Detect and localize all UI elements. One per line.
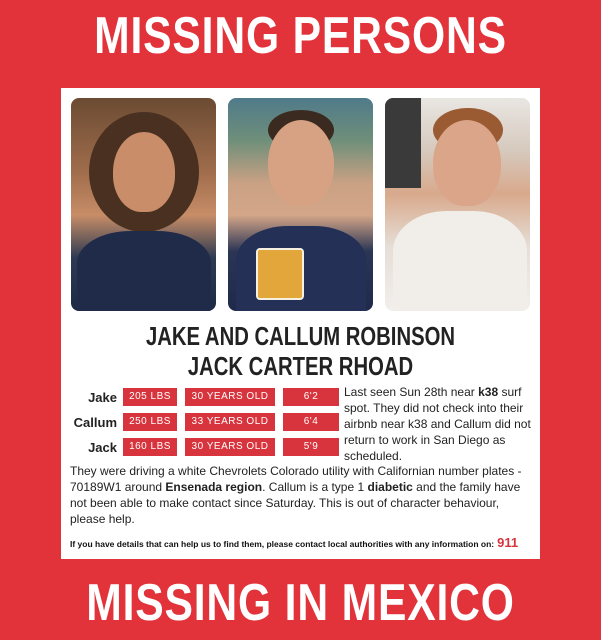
names-line-1: JAKE AND CALLUM ROBINSON: [145, 321, 456, 351]
age-badge: 30 YEARS OLD: [185, 438, 275, 456]
height-badge: 5'9: [283, 438, 339, 456]
details-text: They were driving a white Chevrolets Colorado utility with Californian number plates - 70189W1 around Ensenada region. Callum is a type 1 diabetic and the family have not been able to make contact since Saturday. This is out of character behaviour, please help.: [70, 464, 522, 526]
photo-callum: [228, 98, 373, 311]
missing-poster-card: [61, 88, 540, 559]
last-seen-text: Last seen Sun 28th near k38 surf spot. They did not check into their airbnb near k38 and Callum did not return to work in San Diego as scheduled.: [344, 385, 531, 463]
page-title: MISSING PERSONS: [94, 7, 507, 65]
contact-note: If you have details that can help us to find them, please contact local authorities with any information on: 911: [70, 535, 519, 550]
photo-jake: [71, 98, 216, 311]
photo-jack: [385, 98, 530, 311]
person-name: Callum: [73, 415, 117, 430]
height-badge: 6'4: [283, 413, 339, 431]
weight-badge: 250 LBS: [123, 413, 177, 431]
emergency-number: 911: [497, 535, 519, 550]
weight-badge: 205 LBS: [123, 388, 177, 406]
age-badge: 30 YEARS OLD: [185, 388, 275, 406]
age-badge: 33 YEARS OLD: [185, 413, 275, 431]
person-name: Jack: [88, 440, 117, 455]
height-badge: 6'2: [283, 388, 339, 406]
person-name: Jake: [88, 390, 117, 405]
names-line-2: JACK CARTER RHOAD: [187, 351, 414, 381]
footer-title: MISSING IN MEXICO: [86, 574, 515, 632]
weight-badge: 160 LBS: [123, 438, 177, 456]
